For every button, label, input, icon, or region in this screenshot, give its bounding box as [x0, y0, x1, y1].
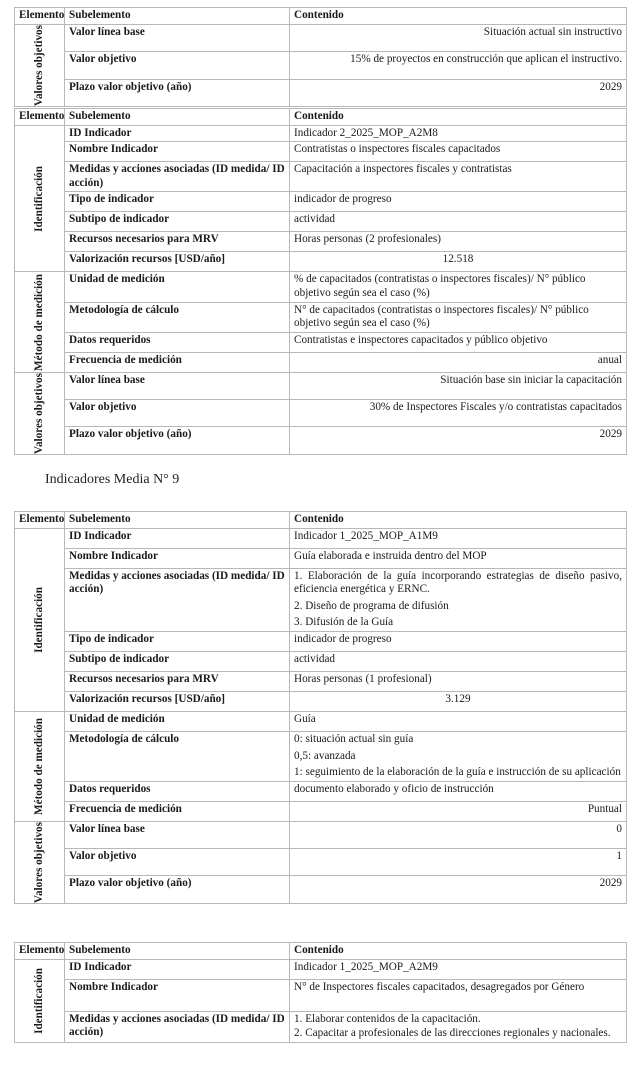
row-value: Guía	[290, 711, 627, 731]
row-label: Tipo de indicador	[65, 631, 290, 651]
table-row	[15, 142, 627, 162]
list-item: 1. Elaborar contenidos de la capacitación.	[294, 1012, 481, 1025]
table-row	[15, 1011, 627, 1042]
table-row	[15, 125, 627, 142]
table-row	[15, 24, 627, 51]
table-row	[15, 400, 627, 427]
table-4-indicador-a2m9	[14, 942, 627, 1043]
table-row	[15, 427, 627, 454]
row-value: 3.129	[290, 691, 627, 711]
list-item: 0,5: avanzada	[294, 749, 356, 762]
header-contenido: Contenido	[290, 8, 627, 25]
row-label: Nombre Indicador	[65, 142, 290, 162]
section-heading: Indicadores Media N° 9	[45, 472, 180, 487]
row-label: Recursos necesarios para MRV	[65, 232, 290, 252]
row-label: Medidas y acciones asociadas (ID medida/ ID acción)	[65, 162, 290, 192]
row-value: N° de capacitados (contratistas o inspectores fiscales)/ N° público objetivo según sea el caso (%)	[290, 302, 627, 332]
table-3-indicador-a1m9	[14, 511, 627, 904]
table-row	[15, 162, 627, 192]
table-row	[15, 849, 627, 876]
row-value	[290, 568, 627, 631]
header-subelemento: Subelemento	[65, 8, 290, 25]
group-valores-objetivos: Valores objetivos	[15, 821, 65, 903]
row-label: Subtipo de indicador	[65, 212, 290, 232]
group-metodo-medicion: Método de medición	[15, 711, 65, 821]
row-label: Valor objetivo	[65, 51, 290, 79]
list-item: 1. Elaboración de la guía incorporando estrategias de diseño pasivo, eficiencia energética y ERNC.	[294, 569, 622, 596]
row-label: Frecuencia de medición	[65, 801, 290, 821]
header-subelemento: Subelemento	[65, 109, 290, 126]
list-item: 1: seguimiento de la elaboración de la guía e instrucción de su aplicación	[294, 766, 621, 779]
table-row	[15, 651, 627, 671]
row-value: Puntual	[290, 801, 627, 821]
row-label: Valor línea base	[65, 24, 290, 51]
row-label: Metodología de cálculo	[65, 731, 290, 781]
header-subelemento: Subelemento	[65, 943, 290, 960]
row-value: actividad	[290, 212, 627, 232]
row-label: Valor objetivo	[65, 849, 290, 876]
row-label: ID Indicador	[65, 959, 290, 979]
table-row	[15, 671, 627, 691]
table-row	[15, 528, 627, 548]
row-label: Datos requeridos	[65, 781, 290, 801]
row-label: Frecuencia de medición	[65, 352, 290, 372]
row-value: 30% de Inspectores Fiscales y/o contratistas capacitados	[290, 400, 627, 427]
header-elemento: Elemento	[15, 512, 65, 529]
row-label: Unidad de medición	[65, 711, 290, 731]
row-value: actividad	[290, 651, 627, 671]
row-label: Metodología de cálculo	[65, 302, 290, 332]
table-row	[15, 959, 627, 979]
header-elemento: Elemento	[15, 943, 65, 960]
row-value	[290, 1011, 627, 1042]
table-row	[15, 568, 627, 631]
table-row	[15, 979, 627, 1011]
table-row	[15, 79, 627, 106]
row-label: Plazo valor objetivo (año)	[65, 427, 290, 454]
row-value: 2029	[290, 427, 627, 454]
row-value: 15% de proyectos en construcción que aplican el instructivo.	[290, 51, 627, 79]
header-elemento: Elemento	[15, 8, 65, 25]
table-row	[15, 332, 627, 352]
row-value: indicador de progreso	[290, 631, 627, 651]
row-value: 2029	[290, 876, 627, 903]
table-header-row	[15, 943, 627, 960]
row-value: Situación actual sin instructivo	[290, 24, 627, 51]
row-label: Datos requeridos	[65, 332, 290, 352]
row-label: Nombre Indicador	[65, 548, 290, 568]
list-item: 3. Difusión de la Guía	[294, 616, 394, 629]
row-label: Plazo valor objetivo (año)	[65, 876, 290, 903]
row-label: ID Indicador	[65, 528, 290, 548]
group-identificacion: Identificación	[15, 125, 65, 272]
table-2-indicador-a2m8	[14, 108, 627, 455]
row-value: Indicador 1_2025_MOP_A2M9	[290, 959, 627, 979]
row-value: Indicador 1_2025_MOP_A1M9	[290, 528, 627, 548]
row-value: anual	[290, 352, 627, 372]
table-row	[15, 192, 627, 212]
row-value: 1	[290, 849, 627, 876]
table-row	[15, 212, 627, 232]
list-item: 2. Diseño de programa de difusión	[294, 599, 449, 612]
header-contenido: Contenido	[290, 943, 627, 960]
row-label: Plazo valor objetivo (año)	[65, 79, 290, 106]
row-label: Valor línea base	[65, 821, 290, 848]
table-row	[15, 352, 627, 372]
row-label: ID Indicador	[65, 125, 290, 142]
header-subelemento: Subelemento	[65, 512, 290, 529]
table-row	[15, 691, 627, 711]
row-value: Horas personas (2 profesionales)	[290, 232, 627, 252]
list-item: 0: situación actual sin guía	[294, 732, 414, 745]
row-value: Capacitación a inspectores fiscales y contratistas	[290, 162, 627, 192]
row-value: Horas personas (1 profesional)	[290, 671, 627, 691]
group-identificacion: Identificación	[15, 528, 65, 711]
table-row	[15, 252, 627, 272]
header-contenido: Contenido	[290, 512, 627, 529]
table-row	[15, 548, 627, 568]
table-row	[15, 631, 627, 651]
row-value: documento elaborado y oficio de instrucción	[290, 781, 627, 801]
table-row	[15, 731, 627, 781]
row-value: % de capacitados (contratistas o inspectores fiscales)/ N° público objetivo según sea el caso (%)	[290, 272, 627, 302]
group-identificacion: Identificación	[15, 959, 65, 1042]
table-row	[15, 781, 627, 801]
row-value: Contratistas o inspectores fiscales capacitados	[290, 142, 627, 162]
table-row	[15, 302, 627, 332]
row-label: Nombre Indicador	[65, 979, 290, 1011]
row-value: 12.518	[290, 252, 627, 272]
table-1-valores	[14, 7, 627, 107]
table-row	[15, 711, 627, 731]
row-label: Medidas y acciones asociadas (ID medida/ ID acción)	[65, 1011, 290, 1042]
row-label: Medidas y acciones asociadas (ID medida/ ID acción)	[65, 568, 290, 631]
table-row	[15, 876, 627, 903]
row-value: N° de Inspectores fiscales capacitados, desagregados por Género	[290, 979, 627, 1011]
row-label: Valor línea base	[65, 372, 290, 399]
row-label: Valorización recursos [USD/año]	[65, 691, 290, 711]
row-label: Unidad de medición	[65, 272, 290, 302]
row-label: Subtipo de indicador	[65, 651, 290, 671]
table-row	[15, 801, 627, 821]
group-metodo-medicion: Método de medición	[15, 272, 65, 372]
table-row	[15, 821, 627, 848]
row-label: Recursos necesarios para MRV	[65, 671, 290, 691]
list-item: 2. Capacitar a profesionales de las direcciones regionales y nacionales.	[294, 1027, 611, 1040]
row-value: Situación base sin iniciar la capacitación	[290, 372, 627, 399]
row-label: Valor objetivo	[65, 400, 290, 427]
header-elemento: Elemento	[15, 109, 65, 126]
row-value	[290, 731, 627, 781]
table-row	[15, 232, 627, 252]
group-valores-objetivos: Valores objetivos	[15, 24, 65, 106]
row-value: 2029	[290, 79, 627, 106]
table-header-row	[15, 8, 627, 25]
row-value: Guía elaborada e instruida dentro del MOP	[290, 548, 627, 568]
table-row	[15, 372, 627, 399]
row-label: Valorización recursos [USD/año]	[65, 252, 290, 272]
row-value: Contratistas e inspectores capacitados y público objetivo	[290, 332, 627, 352]
header-contenido: Contenido	[290, 109, 627, 126]
row-value: indicador de progreso	[290, 192, 627, 212]
table-header-row	[15, 109, 627, 126]
group-valores-objetivos: Valores objetivos	[15, 372, 65, 454]
table-row	[15, 272, 627, 302]
table-header-row	[15, 512, 627, 529]
table-row	[15, 51, 627, 79]
row-value: Indicador 2_2025_MOP_A2M8	[290, 125, 627, 142]
row-label: Tipo de indicador	[65, 192, 290, 212]
row-value: 0	[290, 821, 627, 848]
